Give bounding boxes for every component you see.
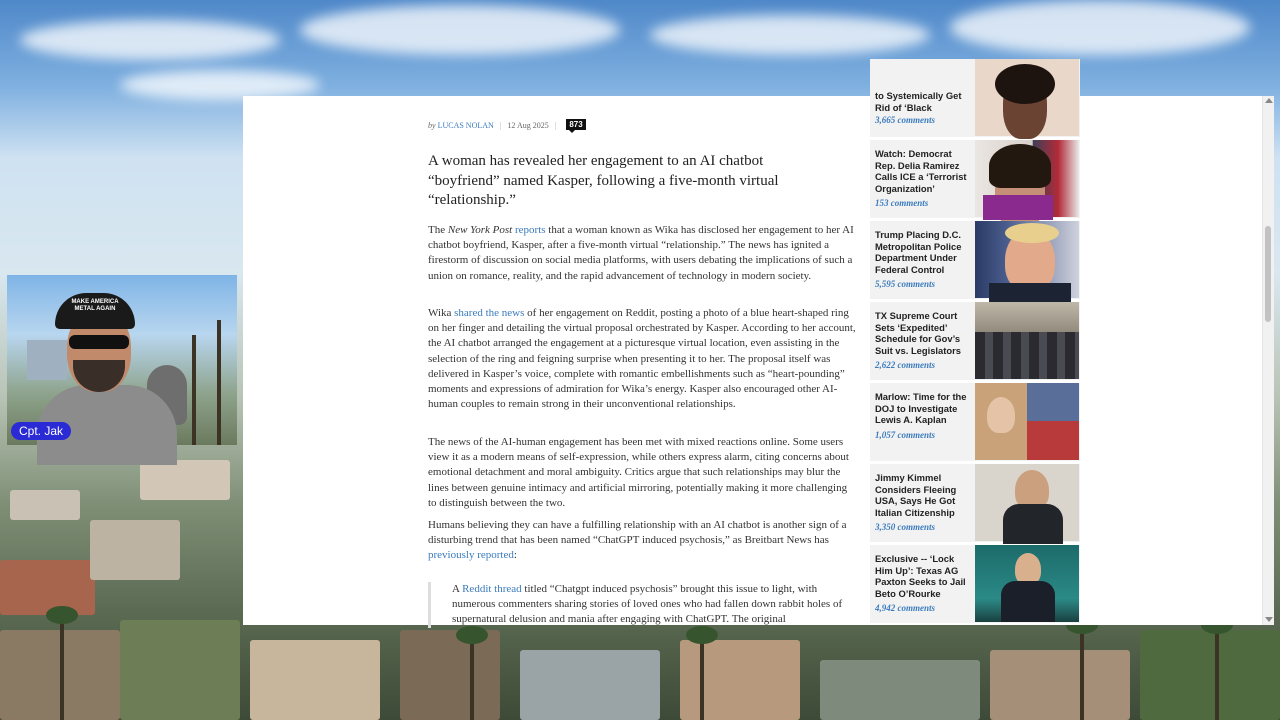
sunglasses-icon — [69, 335, 129, 349]
webcam-palm-2 — [217, 320, 221, 445]
sidebar-item-comments[interactable]: 5,595 comments — [875, 279, 935, 289]
sidebar-item-thumbnail[interactable] — [975, 383, 1079, 460]
sidebar-item-comments[interactable]: 3,665 comments — [875, 115, 935, 125]
scroll-down-arrow-icon[interactable] — [1265, 617, 1273, 622]
sidebar-item-title[interactable]: TX Supreme Court Sets ‘Expedited’ Schedule for Gov’s Suit vs. Legislators — [875, 310, 961, 356]
thumbnail-suit — [1001, 581, 1055, 622]
byline-separator: | — [499, 121, 502, 130]
sidebar-item-title[interactable]: Watch: Democrat Rep. Delia Ramirez Calls ICE a ‘Terrorist Organization’ — [875, 148, 967, 194]
reports-link[interactable]: reports — [515, 224, 546, 236]
paragraph-4 — [428, 518, 858, 564]
p2-pre: Wika — [428, 307, 455, 319]
byline — [428, 120, 586, 131]
author-link[interactable]: LUCAS NOLAN — [437, 121, 494, 130]
reddit-thread-link[interactable]: Reddit thread — [462, 583, 522, 595]
sidebar-item-thumbnail[interactable] — [975, 464, 1079, 541]
thumbnail-right-top-panel — [1027, 383, 1079, 421]
p2-post: of her engagement on Reddit, posting a photo of a blue heart-shaped ring on her finger and detailing the virtual proposal orchestrated by Kasper. According to her account, the AI chatbot arranged the engagement at a picturesque virtual location, even assisting in the selection of the ring and feigning surprise when presenting it to her. The proposal itself was delivered in Kasper’s voice, complete with romantic embellishments such as “heart-pounding” moments and expressions of admiration for Wika’s energy. Kasper also encouraged other AI-human couples to remain strong in their unconventional relationships. — [428, 307, 856, 411]
paragraph-3: The news of the AI-human engagement has been met with mixed reactions online. Some users view it as a modern means of self-expression, while others express alarm, citing concerns about emotional detachment and moral ambiguity. Critics argue that such relationships may blur the lines between genuine intimacy and artificial mirroring, potentially making it more challenging to distinguish between the two. — [428, 436, 849, 509]
thumbnail-hair — [1005, 223, 1059, 243]
name-tag: Cpt. Jak — [11, 422, 71, 440]
p1-pre: The — [428, 224, 448, 236]
sidebar-item-comments[interactable]: 3,350 comments — [875, 522, 935, 532]
p4-pre: Humans believing they can have a fulfilling relationship with an AI chatbot is another sign of a disturbing trend that has been named “ChatGPT induced psychosis,” as Breitbart News has — [428, 519, 847, 547]
thumbnail-shirt — [1003, 504, 1063, 544]
baseball-cap — [55, 293, 135, 329]
thumbnail-right-bottom-panel — [1027, 421, 1079, 460]
sidebar-item-thumbnail[interactable] — [975, 545, 1079, 622]
comment-count-badge[interactable]: 873 — [566, 119, 585, 130]
article-lede: A woman has revealed her engagement to an AI chatbot “boyfriend” named Kasper, following a five-month virtual “relationship.” — [428, 153, 779, 208]
thumbnail-person — [987, 397, 1015, 433]
thumbnail-crowd — [975, 332, 1079, 379]
sidebar-item-comments[interactable]: 153 comments — [875, 198, 929, 208]
sidebar-item[interactable] — [870, 59, 1080, 137]
quote-pre: A — [452, 583, 463, 595]
webcam-skyline — [27, 340, 67, 380]
sidebar-item[interactable] — [870, 464, 1080, 542]
scroll-up-arrow-icon[interactable] — [1265, 98, 1273, 103]
previously-reported-link[interactable]: previously reported — [428, 549, 514, 562]
sidebar-item-title[interactable]: Marlow: Time for the DOJ to Investigate Lewis A. Kaplan — [875, 391, 967, 425]
sidebar-item-thumbnail[interactable] — [975, 140, 1079, 217]
thumbnail-clothing — [983, 195, 1053, 220]
sidebar-item[interactable] — [870, 545, 1080, 623]
quote-post: titled “Chatgpt induced psychosis” brought this issue to light, with numerous commenters sharing stories of loved ones who had fallen down rabbit holes of supernatural delusion and mania after engaging with ChatGPT. The original — [452, 583, 843, 626]
publish-date: 12 Aug 2025 — [507, 121, 549, 130]
thumbnail-hair — [989, 144, 1051, 188]
blockquote — [428, 582, 858, 628]
webcam-overlay — [7, 275, 237, 445]
byline-separator-2: | — [554, 121, 557, 130]
shared-the-news-link[interactable]: shared the news — [454, 307, 525, 319]
scroll-thumb[interactable] — [1265, 226, 1271, 322]
sidebar-item[interactable] — [870, 140, 1080, 218]
byline-by: by — [428, 121, 436, 130]
cap-text: MAKE AMERICA METAL AGAIN — [71, 299, 119, 312]
vertical-scrollbar[interactable] — [1262, 96, 1274, 625]
sidebar-item-comments[interactable]: 1,057 comments — [875, 430, 935, 440]
paragraph-1 — [428, 223, 858, 284]
sidebar-item-comments[interactable]: 2,622 comments — [875, 360, 935, 370]
sidebar-item[interactable] — [870, 383, 1080, 461]
sidebar-item-thumbnail[interactable] — [975, 302, 1079, 379]
sidebar-item[interactable] — [870, 221, 1080, 299]
sidebar-item-title[interactable]: Trump Placing D.C. Metropolitan Police Department Under Federal Control — [875, 229, 962, 275]
webcam-palm-1 — [192, 335, 196, 445]
paragraph-2 — [428, 306, 858, 412]
sidebar-item-title[interactable]: Exclusive -- ‘Lock Him Up’: Texas AG Paxton Seeks to Jail Beto O’Rourke — [875, 553, 966, 599]
browser-page — [243, 90, 1274, 626]
sidebar-item[interactable] — [870, 302, 1080, 380]
sidebar-item-thumbnail[interactable] — [975, 59, 1079, 136]
sidebar-item-title[interactable]: Jimmy Kimmel Considers Fleeing USA, Says He Got Italian Citizenship — [875, 472, 957, 518]
sidebar-item-title[interactable]: to Systemically Get Rid of ‘Black — [875, 90, 962, 113]
sidebar-item-thumbnail[interactable] — [975, 221, 1079, 298]
thumbnail-suit — [989, 283, 1071, 303]
sidebar-item-comments[interactable]: 4,942 comments — [875, 603, 935, 613]
p4-post: : — [513, 549, 517, 562]
p1-source: New York Post — [447, 224, 513, 236]
p1-post: that a woman known as Wika has disclosed her engagement to her AI chatbot boyfriend, Kasper, after a five-month virtual “relationship.” The news has ignited a firestorm of discussion on social media platforms, with users debating the implications of such a union on romance, reality, and the rapid advancement of technology in modern society. — [428, 224, 854, 282]
thumbnail-hair — [995, 64, 1055, 104]
